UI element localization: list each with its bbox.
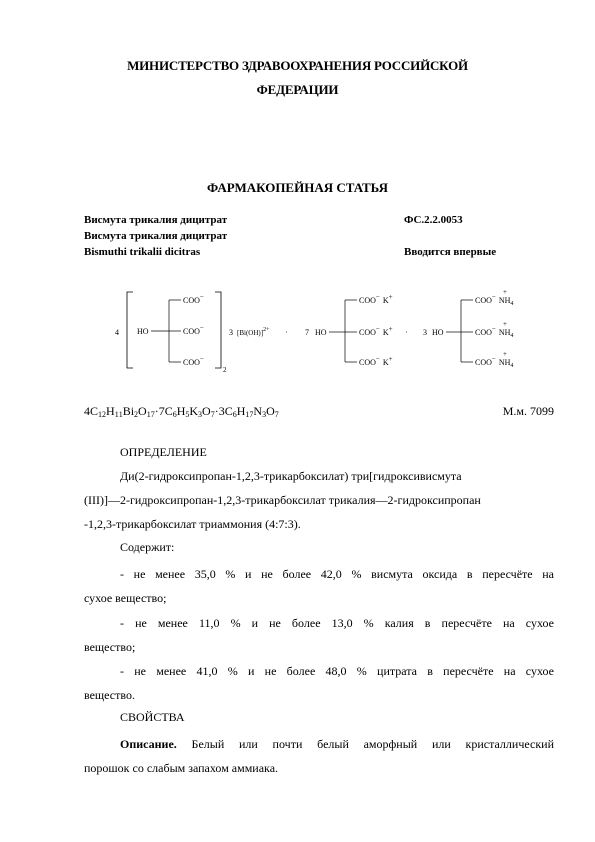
coo-bot-1: COO− (183, 355, 204, 367)
meta-row-3 (84, 246, 524, 258)
contains-label: Содержит: (120, 540, 175, 554)
article-code: ФС.2.2.0053 (404, 214, 463, 226)
coo-top-1: COO− (183, 293, 204, 305)
coeff-k: 7 (305, 328, 309, 337)
molecular-formula-row (84, 404, 554, 419)
meta-row-2 (84, 230, 524, 242)
bi-group: [Bi(OH)]2+ (237, 327, 270, 337)
description-label: Описание. (120, 737, 177, 751)
ho-label-1: HO (137, 327, 149, 336)
bracket-left (127, 292, 133, 368)
ho-label-3: HO (432, 328, 444, 337)
item1-line-b: сухое вещество; (84, 591, 167, 605)
item3-line-b: вещество. (84, 688, 135, 702)
substance-name-ru: Висмута трикалия дицитрат (84, 214, 228, 226)
definition-line-2: (III)]—2-гидроксипропан-1,2,3-трикарбоксилат трикалия—2-гидроксипропан (84, 493, 481, 507)
substance-name-lat: Bismuthi trikalii dicitras (84, 246, 201, 258)
introduction-status: Вводится впервые (404, 246, 497, 258)
definition-heading: ОПРЕДЕЛЕНИЕ (120, 445, 207, 459)
cook-mid: COO− K+ (359, 325, 393, 337)
definition-line-1: Ди(2-гидроксипропан-1,2,3-трикарбоксилат) три[гидроксивисмута (120, 469, 462, 483)
coeff-citrate-bi: 4 (115, 328, 119, 337)
ministry-title-line1: МИНИСТЕРСТВО ЗДРАВООХРАНЕНИЯ РОССИЙСКОЙ (127, 58, 468, 73)
item1-line-a: - не менее 35,0 % и не более 42,0 % висмута оксида в пересчёте на (120, 567, 554, 581)
molecular-formula: $4C_{12}H_{11}Bi_2O_{17}\cdot 7C_6H_5K_3O_7\cdot 3C_6H_{17}N_3O_7$ (84, 404, 279, 419)
article-title: ФАРМАКОПЕЙНАЯ СТАТЬЯ (207, 180, 388, 195)
ho-label-2: HO (315, 328, 327, 337)
description-line-1 (120, 735, 554, 753)
coeff-bi: 3 (229, 328, 233, 337)
nh4-charge-top: + (503, 288, 507, 296)
coo-mid-1: COO− (183, 324, 204, 336)
item3-line-a: - не менее 41,0 % и не более 48,0 % цитрата в пересчёте на сухое (120, 664, 554, 678)
item2-line-b: вещество; (84, 640, 136, 654)
coonh4-bot: $COO- NH_4$ (475, 355, 514, 369)
bracket-right (215, 292, 221, 368)
item2-line-a: - не менее 11,0 % и не более 13,0 % калия в пересчёте на сухое (120, 616, 554, 630)
cook-top: COO− K+ (359, 293, 393, 305)
nh4-charge-bot: + (503, 350, 507, 358)
ministry-title-line2: ФЕДЕРАЦИИ (256, 82, 339, 97)
coonh4-top: $COO- NH_4$ (475, 293, 514, 307)
cook-bot: COO− K+ (359, 355, 393, 367)
dot-1: · (285, 328, 288, 337)
description-text-1: Белый или почти белый аморфный или кристаллический (191, 737, 554, 751)
properties-heading: СВОЙСТВА (120, 710, 185, 724)
bracket-subscript: 2 (223, 366, 227, 374)
description-line-2: порошок со слабым запахом аммиака. (84, 761, 279, 775)
meta-row-1 (84, 214, 524, 226)
molecular-weight: М.м. 7099 (502, 404, 554, 418)
definition-line-3: -1,2,3-трикарбоксилат триаммония (4:7:3). (84, 517, 301, 531)
nh4-charge-mid: + (503, 320, 507, 328)
coeff-nh4: 3 (423, 328, 427, 337)
coonh4-mid: $COO- NH_4$ (475, 325, 514, 339)
structural-formula (105, 280, 545, 380)
dot-2: · (405, 328, 408, 337)
substance-name-ru-2: Висмута трикалия дицитрат (84, 230, 228, 242)
